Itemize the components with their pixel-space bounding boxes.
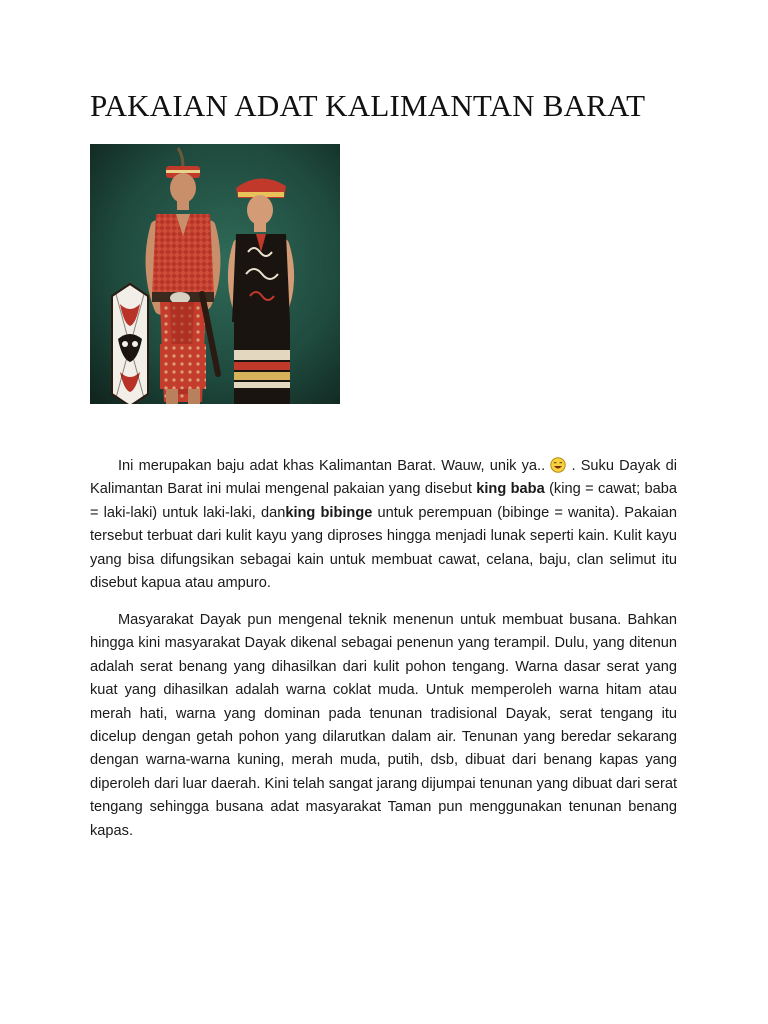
paragraph-intro-text-b: . Suku Dayak di Kalimantan Barat ini mulai mengenal pakaian yang disebut (90, 458, 677, 498)
laughing-emoji-icon (550, 457, 566, 473)
paragraph-weaving: Masyarakat Dayak pun mengenal teknik menenun untuk membuat busana. Bahkan hingga kini masyarakat Dayak dikenal sebagai penenun yang terampil. Dulu, yang ditenun adalah serat benang yang dihasilkan dari kulit pohon tengang. Warna dasar serat yang kuat yang dihasilkan adalah warna coklat muda. Untuk memperoleh warna hitam atau merah hati, warna yang dominan pada tenunan tradisional Dayak, serat tengang itu dicelup dengan getah pohon yang dilarutkan dalam air. Tenunan yang beredar sekarang dengan warna-warna kuning, merah muda, putih, dsb, dibuat dari benang kapas yang diperoleh dari luar daerah. Kini telah sangat jarang dijumpai tenunan yang dibuat dari serat tengang sehingga busana adat masyarakat Taman pun menggunakan tenunan benang kapas. (90, 612, 677, 839)
term-king-baba: king baba (476, 481, 545, 498)
costume-photo (90, 144, 340, 404)
paragraph-intro-text-c: (king = cawat; baba = laki-laki) untuk laki-laki, dan (90, 481, 677, 521)
page-title: PAKAIAN ADAT KALIMANTAN BARAT (90, 88, 646, 123)
paragraph-intro (90, 455, 677, 595)
paragraph-intro-text-d: untuk perempuan (bibinge = wanita). Pakaian tersebut terbuat dari kulit kayu yang diproses hingga menjadi lunak seperti kain. Kulit kayu yang bisa difungsikan sebagai kain untuk membuat cawat, celana, baju, clan selimut itu disebut kapua atau ampuro. (90, 504, 677, 592)
term-king-bibinge: king bibinge (285, 504, 373, 521)
paragraph-intro-text-a: Ini merupakan baju adat khas Kalimantan Barat. Wauw, unik ya.. (118, 458, 551, 474)
